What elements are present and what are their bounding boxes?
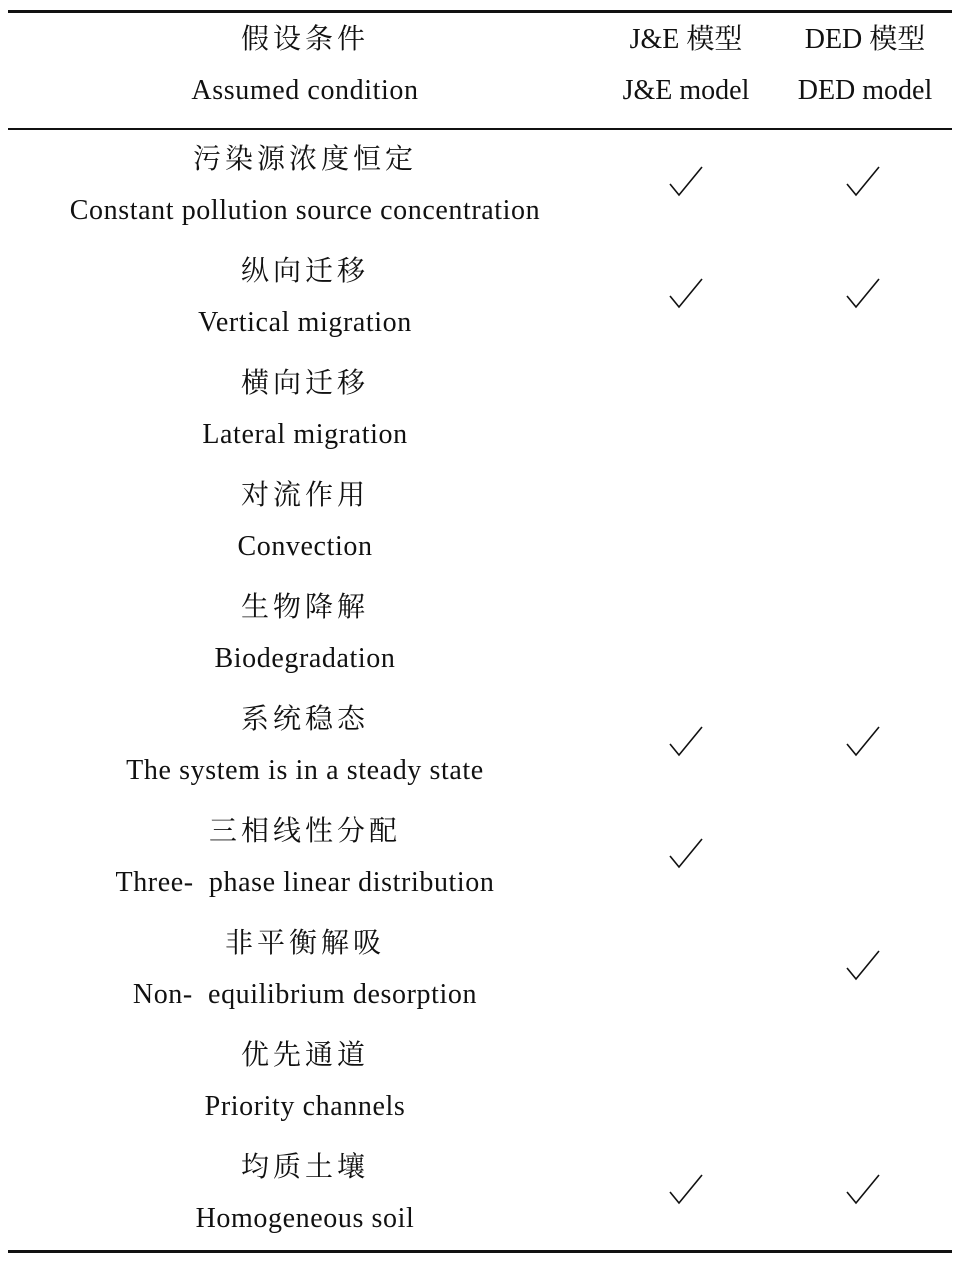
table-row <box>0 924 960 1036</box>
header-ded-model <box>782 20 948 111</box>
condition-en: Priority channels <box>204 1091 406 1122</box>
header-ded-zh: DED 模型 <box>804 24 926 55</box>
table-header-rule <box>8 128 952 130</box>
condition-zh: 纵向迁移 <box>240 256 369 287</box>
check-icon <box>666 836 706 876</box>
check-icon <box>843 948 883 988</box>
condition-cell <box>45 588 565 679</box>
table-row <box>0 1148 960 1260</box>
table-row <box>0 700 960 812</box>
header-je-model <box>606 20 766 111</box>
condition-zh: 横向迁移 <box>240 368 369 399</box>
header-ded-en: DED model <box>797 75 933 106</box>
condition-en: Biodegradation <box>214 643 396 674</box>
condition-cell <box>45 252 565 343</box>
condition-zh: 非平衡解吸 <box>224 928 385 959</box>
condition-cell <box>45 476 565 567</box>
table-row <box>0 364 960 476</box>
condition-en: Vertical migration <box>198 307 412 338</box>
header-je-en: J&E model <box>622 75 750 106</box>
check-icon <box>843 164 883 204</box>
table-row <box>0 812 960 924</box>
table-top-rule <box>8 10 952 13</box>
check-icon <box>666 1172 706 1212</box>
condition-cell <box>45 1036 565 1127</box>
condition-en: Convection <box>237 531 373 562</box>
condition-cell <box>45 1148 565 1239</box>
header-condition <box>45 20 565 111</box>
condition-en: Lateral migration <box>202 419 408 450</box>
header-je-zh: J&E 模型 <box>629 24 743 55</box>
condition-zh: 均质土壤 <box>240 1152 369 1183</box>
table-row <box>0 588 960 700</box>
condition-en: Non- equilibrium desorption <box>132 979 478 1010</box>
check-icon <box>666 276 706 316</box>
condition-en: Homogeneous soil <box>195 1203 415 1234</box>
condition-cell <box>45 924 565 1015</box>
check-icon <box>666 724 706 764</box>
condition-en: Constant pollution source concentration <box>69 195 541 226</box>
condition-zh: 三相线性分配 <box>208 816 401 847</box>
condition-zh: 生物降解 <box>240 592 369 623</box>
condition-zh: 优先通道 <box>240 1040 369 1071</box>
condition-zh: 对流作用 <box>240 480 369 511</box>
condition-cell <box>45 812 565 903</box>
check-icon <box>843 1172 883 1212</box>
table-bottom-rule <box>8 1250 952 1253</box>
condition-en: The system is in a steady state <box>126 755 484 786</box>
header-condition-zh: 假设条件 <box>240 24 369 55</box>
condition-en: Three- phase linear distribution <box>115 867 495 898</box>
check-icon <box>843 276 883 316</box>
table-header <box>0 20 960 120</box>
condition-cell <box>45 700 565 791</box>
condition-cell <box>45 140 565 231</box>
condition-zh: 系统稳态 <box>240 704 369 735</box>
condition-zh: 污染源浓度恒定 <box>192 144 417 175</box>
table-row <box>0 140 960 252</box>
table-row <box>0 1036 960 1148</box>
check-icon <box>843 724 883 764</box>
table-body <box>0 140 960 1260</box>
table-row <box>0 252 960 364</box>
table-row <box>0 476 960 588</box>
condition-cell <box>45 364 565 455</box>
check-icon <box>666 164 706 204</box>
header-condition-en: Assumed condition <box>191 75 419 106</box>
